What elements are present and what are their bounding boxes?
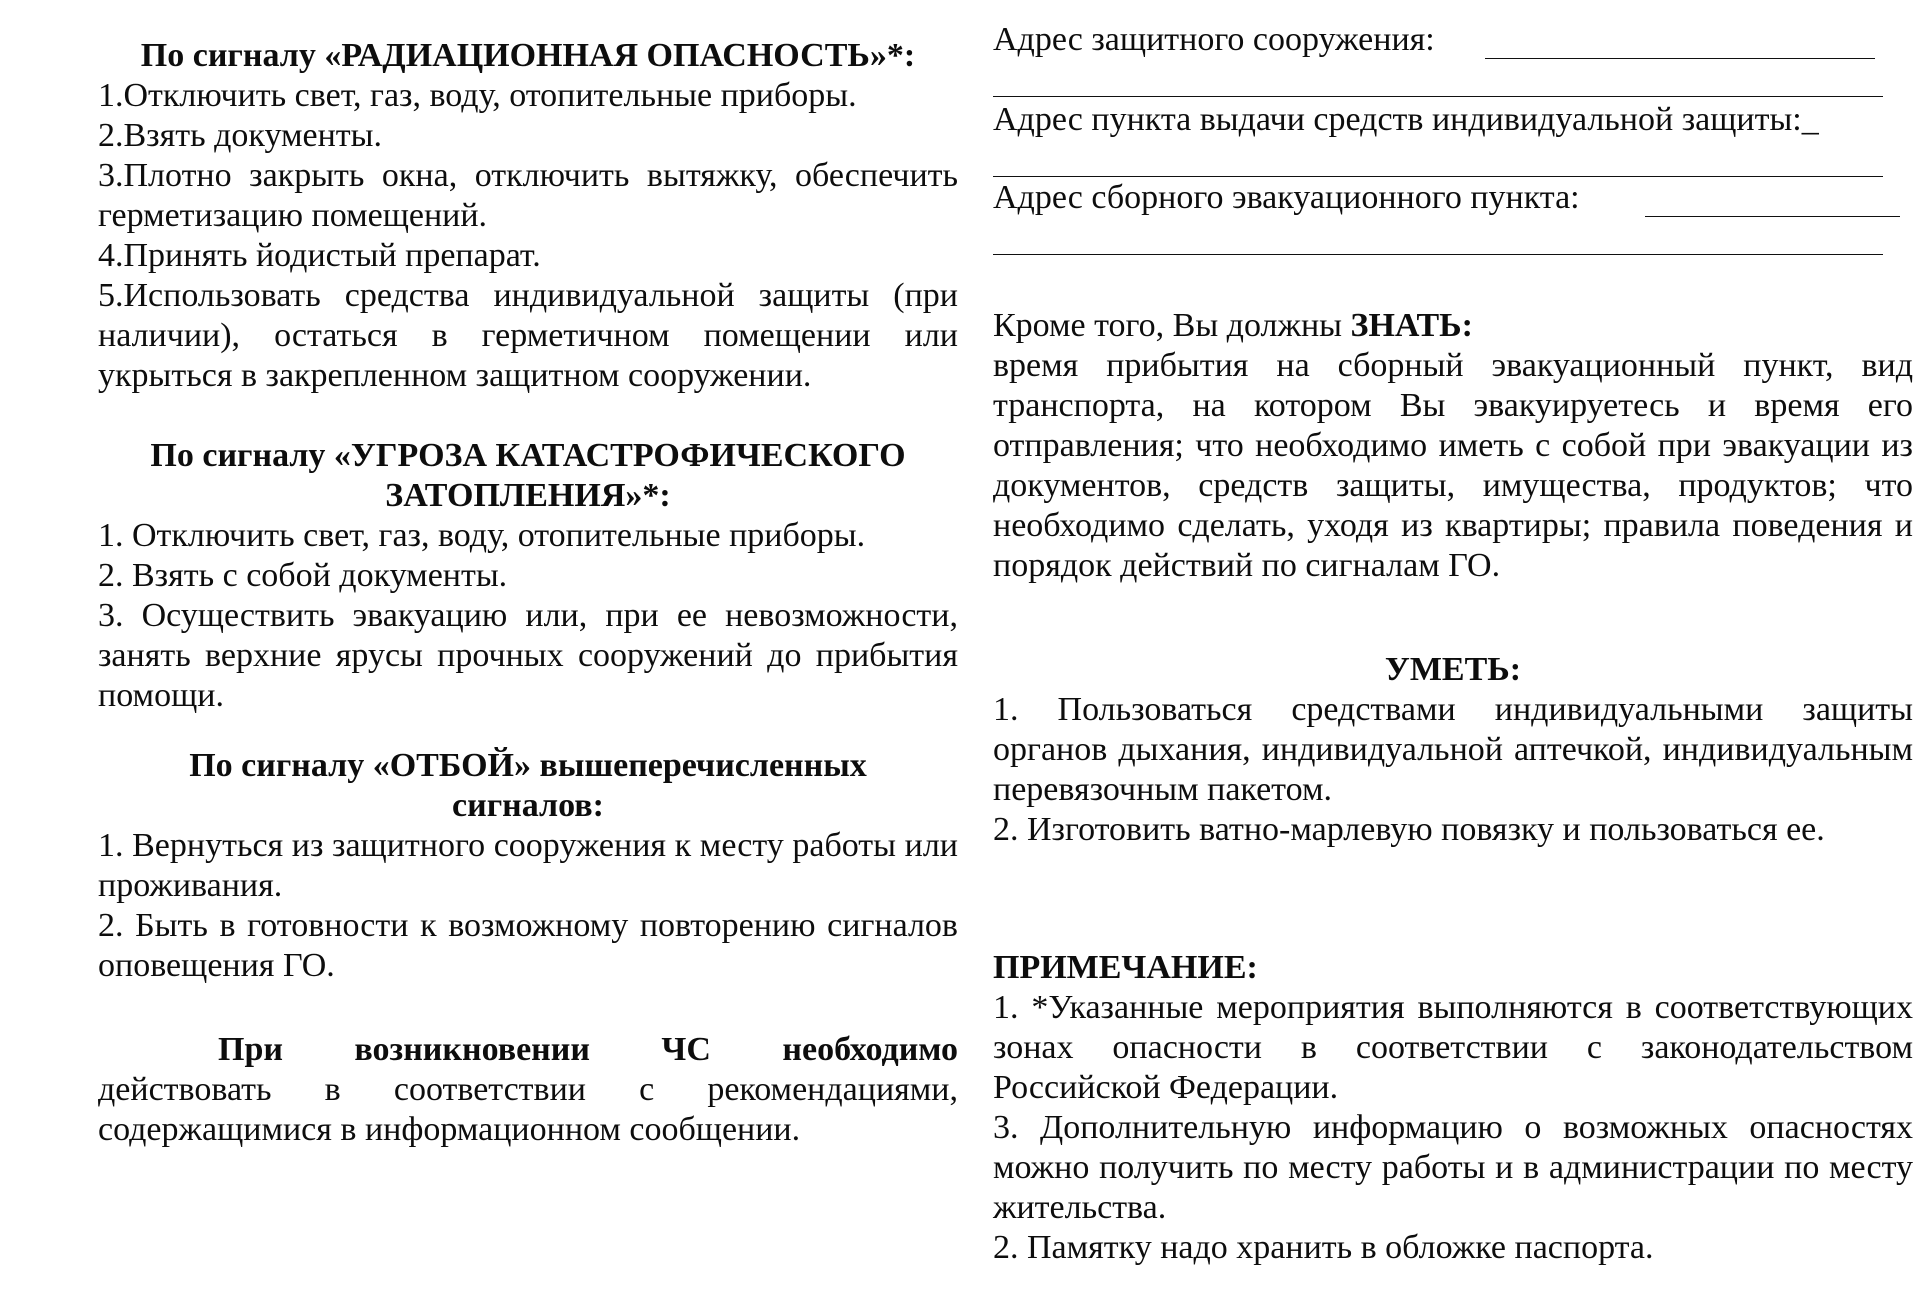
flood-item-1: 1. Отключить свет, газ, воду, отопительные приборы. [98, 517, 866, 554]
flood-title-line2: ЗАТОПЛЕНИЯ»*: [385, 477, 671, 514]
note-item-1: 1. *Указанные мероприятия выполняются в соответствующих зонах опасности в соответствии с законодательством Российской Федерации. [993, 989, 1913, 1106]
address-evac [993, 178, 1913, 218]
radiation-item-3: 3.Плотно закрыть окна, отключить вытяжку, обеспечить герметизацию помещений. [98, 157, 958, 234]
skills-section [993, 650, 1913, 850]
radiation-item-1: 1.Отключить свет, газ, воду, отопительные приборы. [98, 77, 857, 114]
skills-title: УМЕТЬ: [1384, 651, 1522, 688]
emergency-note [98, 1030, 958, 1150]
right-column [993, 0, 1913, 1298]
address-shelter-label: Адрес защитного сооружения: [993, 21, 1435, 58]
address-shelter-field[interactable] [1485, 58, 1875, 59]
radiation-title: По сигналу «РАДИАЦИОННАЯ ОПАСНОСТЬ»*: [140, 37, 916, 74]
allclear-section [98, 746, 958, 986]
allclear-title-line1: По сигналу «ОТБОЙ» вышеперечисленных [189, 747, 867, 784]
allclear-title-line2: сигналов: [452, 787, 604, 824]
address-ppe-extra-line[interactable] [993, 176, 1883, 177]
emergency-lead: При возникновении ЧС необходимо [218, 1031, 958, 1068]
flood-item-3: 3. Осуществить эвакуацию или, при ее невозможности, занять верхние ярусы прочных сооружений до прибытия помощи. [98, 597, 958, 714]
know-lead: Кроме того, Вы должны [993, 307, 1351, 344]
know-lead-line [993, 306, 1913, 346]
skills-item-2: 2. Изготовить ватно-марлевую повязку и пользоваться ее. [993, 811, 1825, 848]
flood-section [98, 436, 958, 716]
radiation-item-5: 5.Использовать средства индивидуальной защиты (при наличии), остаться в герметичном помещении или укрыться в закрепленном защитном сооружении. [98, 277, 958, 394]
allclear-item-1: 1. Вернуться из защитного сооружения к месту работы или проживания. [98, 827, 958, 904]
address-ppe [993, 100, 1913, 140]
address-ppe-label: Адрес пункта выдачи средств индивидуальной защиты:_ [993, 101, 1819, 138]
address-shelter [993, 20, 1883, 60]
radiation-section [98, 36, 958, 396]
emergency-paragraph [98, 1030, 958, 1150]
know-text: время прибытия на сборный эвакуационный пункт, вид транспорта, на котором Вы эвакуируетесь и время его отправления; что необходимо иметь с собой при эвакуации из документов, средств защиты, имущества, продуктов; что необходимо сделать, уходя из квартиры; правила поведения и порядок действий по сигналам ГО. [993, 347, 1913, 584]
radiation-item-2: 2.Взять документы. [98, 117, 383, 154]
flood-title-line1: По сигналу «УГРОЗА КАТАСТРОФИЧЕСКОГО [150, 437, 906, 474]
skills-item-1: 1. Пользоваться средствами индивидуальными защиты органов дыхания, индивидуальной аптечкой, индивидуальным перевязочным пакетом. [993, 691, 1913, 808]
note-item-3: 3. Дополнительную информацию о возможных опасностях можно получить по месту работы и в администрации по месту жительства. [993, 1109, 1913, 1226]
flood-item-2: 2. Взять с собой документы. [98, 557, 508, 594]
allclear-item-2: 2. Быть в готовности к возможному повторению сигналов оповещения ГО. [98, 907, 958, 984]
address-evac-field[interactable] [1645, 216, 1900, 217]
note-title: ПРИМЕЧАНИЕ: [993, 949, 1258, 986]
left-column [98, 0, 958, 1298]
radiation-item-4: 4.Принять йодистый препарат. [98, 237, 541, 274]
note-section [993, 948, 1913, 1268]
note-item-2: 2. Памятку надо хранить в обложке паспорта. [993, 1229, 1654, 1266]
know-section [993, 306, 1913, 586]
address-shelter-extra-line[interactable] [993, 96, 1883, 97]
address-evac-label: Адрес сборного эвакуационного пункта: [993, 179, 1580, 216]
address-evac-extra-line[interactable] [993, 254, 1883, 255]
emergency-rest: действовать в соответствии с рекомендациями, содержащимися в информационном сообщении. [98, 1071, 958, 1148]
know-lead-bold: ЗНАТЬ: [1350, 307, 1473, 344]
